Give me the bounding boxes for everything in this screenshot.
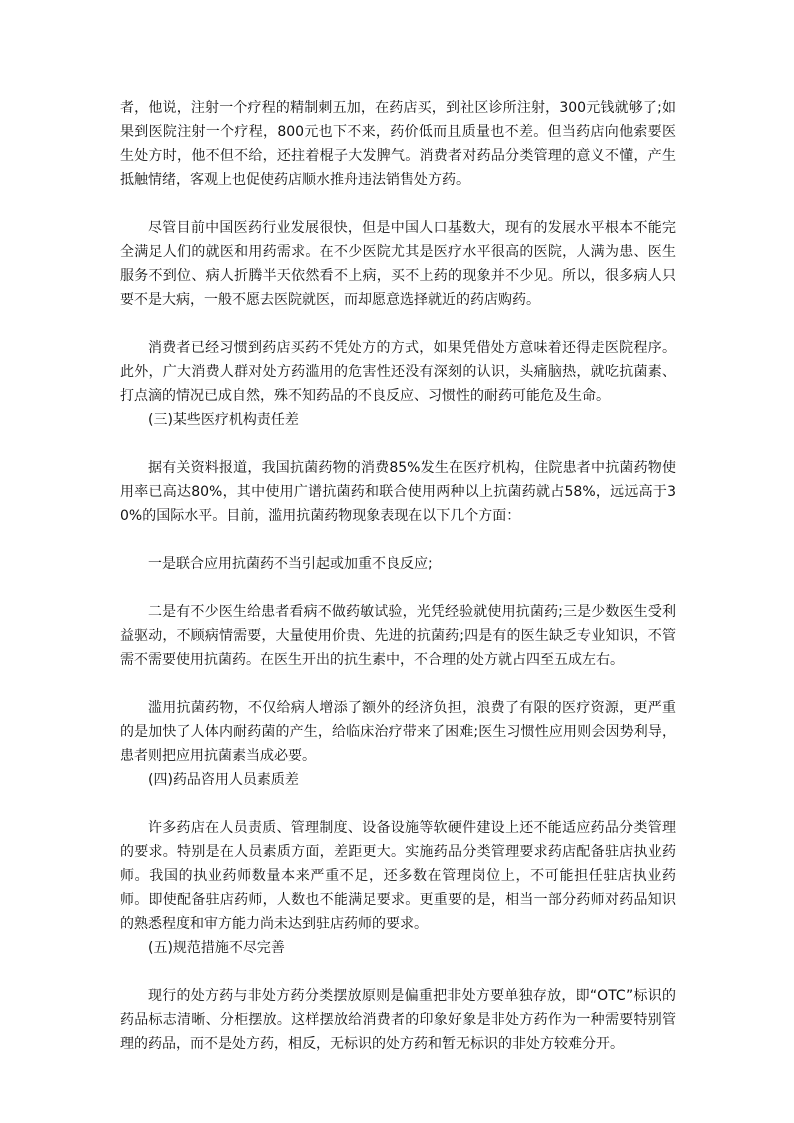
- paragraph-points-two-to-four: 二是有不少医生给患者看病不做药敏试验，光凭经验就使用抗菌药;三是少数医生受利益驱动，不顾病情需要，大量使用价贵、先进的抗菌药;四是有的医生缺乏专业知识，不管需不需要使用抗菌药。在医生开出的抗生素中，不合理的处方就占四至五成左右。: [120, 604, 676, 668]
- document-body: [120, 96, 676, 1056]
- paragraph-antibiotic-stats: 据有关资料报道，我国抗菌药物的消费85%发生在医疗机构，住院患者中抗菌药物使用率已高达80%，其中使用广谱抗菌药和联合使用两种以上抗菌药就占58%，远远高于30%的国际水平。目前，滥用抗菌药物现象表现在以下几个方面：: [120, 460, 676, 524]
- paragraph-antibiotic-abuse: 滥用抗菌药物，不仅给病人增添了额外的经济负担，浪费了有限的医疗资源，更严重的是加快了人体内耐药菌的产生，给临床治疗带来了困难;医生习惯性应用则会因势利导，患者则把应用抗菌素当成必要。: [120, 700, 676, 764]
- paragraph-point-one: 一是联合应用抗菌药不当引起或加重不良反应;: [148, 556, 433, 572]
- section-heading-5: (五)规范措施不尽完善: [148, 940, 285, 956]
- paragraph-otc-display: 现行的处方药与非处方药分类摆放原则是偏重把非处方要单独存放，即“OTC”标识的药品标志清晰、分柜摆放。这样摆放给消费者的印象好象是非处方药作为一种需要特别管理的药品，而不是处方药，相反，无标识的处方药和暂无标识的非处方较难分开。: [120, 988, 676, 1052]
- paragraph-continuation: 者，他说，注射一个疗程的精制刺五加，在药店买，到社区诊所注射，300元钱就够了;如果到医院注射一个疗程，800元也下不来，药价低而且质量也不差。但当药店向他索要医生处方时，他不但不给，还拄着棍子大发脾气。消费者对药品分类管理的意义不懂，产生抵触情绪，客观上也促使药店顺水推舟违法销售处方药。: [120, 100, 676, 188]
- paragraph-consumer-habits: 消费者已经习惯到药店买药不凭处方的方式，如果凭借处方意味着还得走医院程序。此外，广大消费人群对处方药滥用的危害性还没有深刻的认识，头痛脑热，就吃抗菌素、打点滴的情况已成自然，殊不知药品的不良反应、习惯性的耐药可能危及生命。: [120, 340, 676, 404]
- paragraph-medical-resources: 尽管目前中国医药行业发展很快，但是中国人口基数大，现有的发展水平根本不能完全满足人们的就医和用药需求。在不少医院尤其是医疗水平很高的医院，人满为患、医生服务不到位、病人折腾半天依然看不上病，买不上药的现象并不少见。所以，很多病人只要不是大病，一般不愿去医院就医，而却愿意选择就近的药店购药。: [120, 220, 676, 308]
- section-heading-3: (三)某些医疗机构责任差: [148, 412, 299, 428]
- paragraph-staff-quality: 许多药店在人员责质、管理制度、设备设施等软硬件建设上还不能适应药品分类管理的要求。特别是在人员素质方面，差距更大。实施药品分类管理要求药店配备驻店执业药师。我国的执业药师数量本来严重不足，还多数在管理岗位上，不可能担任驻店执业药师。即使配备驻店药师，人数也不能满足要求。更重要的是，相当一部分药师对药品知识的熟悉程度和审方能力尚未达到驻店药师的要求。: [120, 820, 676, 932]
- section-heading-4: (四)药品咨用人员素质差: [148, 772, 299, 788]
